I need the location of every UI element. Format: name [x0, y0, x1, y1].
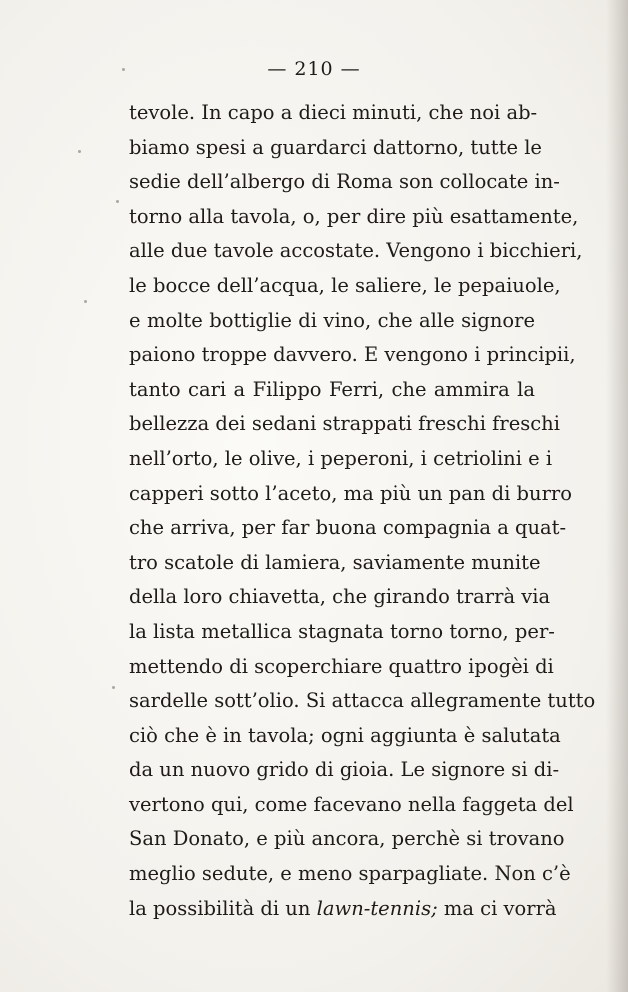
body-text — [129, 96, 596, 926]
text-line: nell’orto, le olive, i peperoni, i cetriolini e i — [129, 446, 553, 470]
text-line: ciò che è in tavola; ogni aggiunta è salutata — [129, 723, 561, 747]
text-line: bellezza dei sedani strappati freschi freschi — [129, 412, 560, 436]
paper-speck — [112, 686, 115, 689]
text-line-last — [129, 892, 557, 927]
text-line: della loro chiavetta, che girando trarrà via — [129, 585, 551, 609]
text-line: la lista metallica stagnata torno torno, per- — [129, 619, 555, 643]
text-line: le bocce dell’acqua, le saliere, le pepaiuole, — [129, 273, 561, 297]
text-line: capperi sotto l’aceto, ma più un pan di burro — [129, 481, 572, 505]
text-line: tro scatole di lamiera, saviamente munite — [129, 550, 541, 574]
text-line: tanto cari a Filippo Ferri, che ammira la — [129, 377, 535, 401]
page-number: — 210 — — [267, 58, 361, 80]
italic-term: lawn-tennis; — [316, 896, 438, 920]
text-line: sardelle sott’olio. Si attacca allegramente tutto — [129, 689, 596, 713]
text-line: che arriva, per far buona compagnia a quat- — [129, 516, 567, 540]
paper-speck — [116, 200, 119, 203]
text-line: torno alla tavola, o, per dire più esattamente, — [129, 204, 579, 228]
text-line: mettendo di scoperchiare quattro ipogèi di — [129, 654, 554, 678]
text-line: vertono qui, come facevano nella faggeta del — [129, 792, 574, 816]
text-line: sedie dell’albergo di Roma son collocate in- — [129, 170, 560, 194]
text-line: da un nuovo grido di gioia. Le signore si di- — [129, 758, 560, 782]
text-line: tevole. In capo a dieci minuti, che noi ab- — [129, 101, 538, 124]
text-line: biamo spesi a guardarci dattorno, tutte le — [129, 135, 542, 159]
text-fragment: ma ci vorrà — [443, 896, 557, 920]
text-fragment: la possibilità di un — [129, 896, 311, 920]
page-edge-shadow — [606, 0, 628, 992]
text-line: alle due tavole accostate. Vengono i bicchieri, — [129, 239, 583, 263]
text-line: paiono troppe davvero. E vengono i principii, — [129, 343, 576, 367]
text-line: e molte bottiglie di vino, che alle signore — [129, 308, 535, 332]
text-line: meglio sedute, e meno sparpagliate. Non c’è — [129, 862, 571, 886]
paper-speck — [78, 150, 81, 153]
text-line: San Donato, e più ancora, perchè si trovano — [129, 827, 565, 851]
paper-speck — [84, 300, 87, 303]
